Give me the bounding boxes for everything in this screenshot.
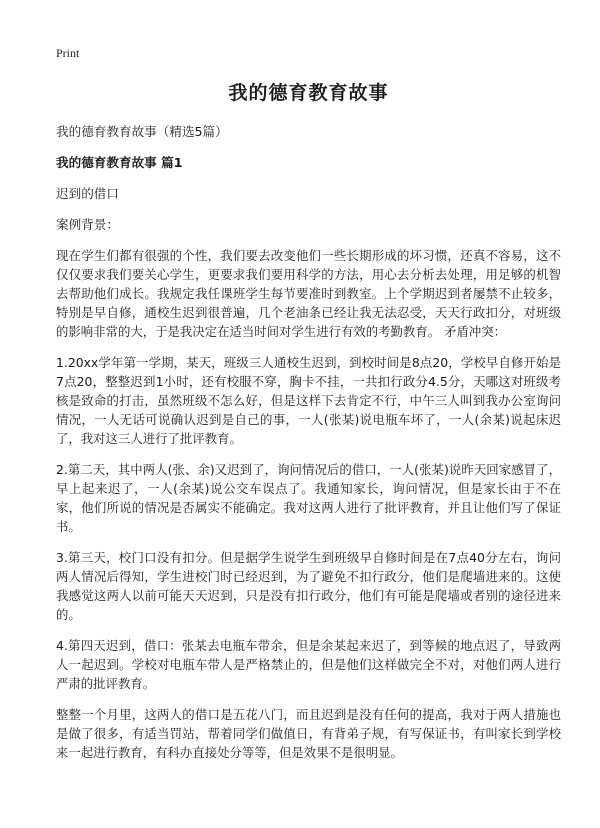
document-subtitle: 我的德育教育故事（精选5篇） [56,124,228,139]
paragraph: 2.第二天，其中两人(张、余)又迟到了，询问情况后的借口，一人(张某)说昨天回家感冒了，早上起来迟了，一人(余某)说公交车误点了。我通知家长，询问情况，但是家长由于不在家，他们所说的情况是否属实不能确定。我对这两人进行了批评教育，并且让他们写了保证书。 [56,462,561,534]
case-background-label: 案例背景： [56,217,119,232]
story-title: 迟到的借口 [56,186,119,201]
document-body [56,82,561,774]
paragraph: 1.20xx学年第一学期，某天，班级三人通校生迟到，到校时间是8点20，学校早自修开始是7点20，整整迟到1小时，还有校服不穿，胸卡不挂，一共扣行政分4.5分，天哪这对班级考核是致命的打击，虽然班级不怎么好，但是这样下去肯定不行，中午三人叫到我办公室询问情况，一人无话可说确认迟到是自己的事，一人(张某)说电瓶车坏了，一人(余某)说起床迟了，我对这三人进行了批评教育。 [56,355,561,446]
paragraph: 4.第四天迟到，借口：张某去电瓶车带余，但是余某起来迟了，到等候的地点迟了，导致两人一起迟到。学校对电瓶车带人是严格禁止的，但是他们这样做完全不对，对他们两人进行严肃的批评教育。 [56,638,561,691]
paragraph: 现在学生们都有很强的个性，我们要去改变他们一些长期形成的坏习惯，还真不容易，这不仅仅要求我们要关心学生，更要求我们要用科学的方法，用心去分析去处理，用足够的机智去帮助他们成长。我规定我任课班学生每节要准时到教室。上个学期迟到者屡禁不止较多，特别是早自修，通校生迟到很普遍，几个老油条已经让我无法忍受，天天行政扣分，对班级的影响非常的大，于是我决定在适当时间对学生进行有效的考勤教育。 矛盾冲突： [56,248,561,339]
paragraph: 3.第三天，校门口没有扣分。但是据学生说学生到班级早自修时间是在7点40分左右，询问两人情况后得知，学生进校门时已经迟到，为了避免不扣行政分，他们是爬墙进来的。这使我感觉这两人以前可能天天迟到，只是没有扣行政分，他们有可能是爬墙或者别的途径进来的。 [56,550,561,622]
print-label[interactable]: Print [56,46,80,60]
paragraph: 整整一个月里，这两人的借口是五花八门，而且迟到是没有任何的提高，我对于两人措施也是做了很多，有适当罚站，帮着同学们做值日，有背弟子规，有写保证书，有叫家长到学校来一起进行教育，有科办直接处分等等，但是效果不是很明显。 [56,707,561,760]
section-heading: 我的德育教育故事 篇1 [56,155,183,170]
document-title: 我的德育教育故事 [228,82,389,104]
